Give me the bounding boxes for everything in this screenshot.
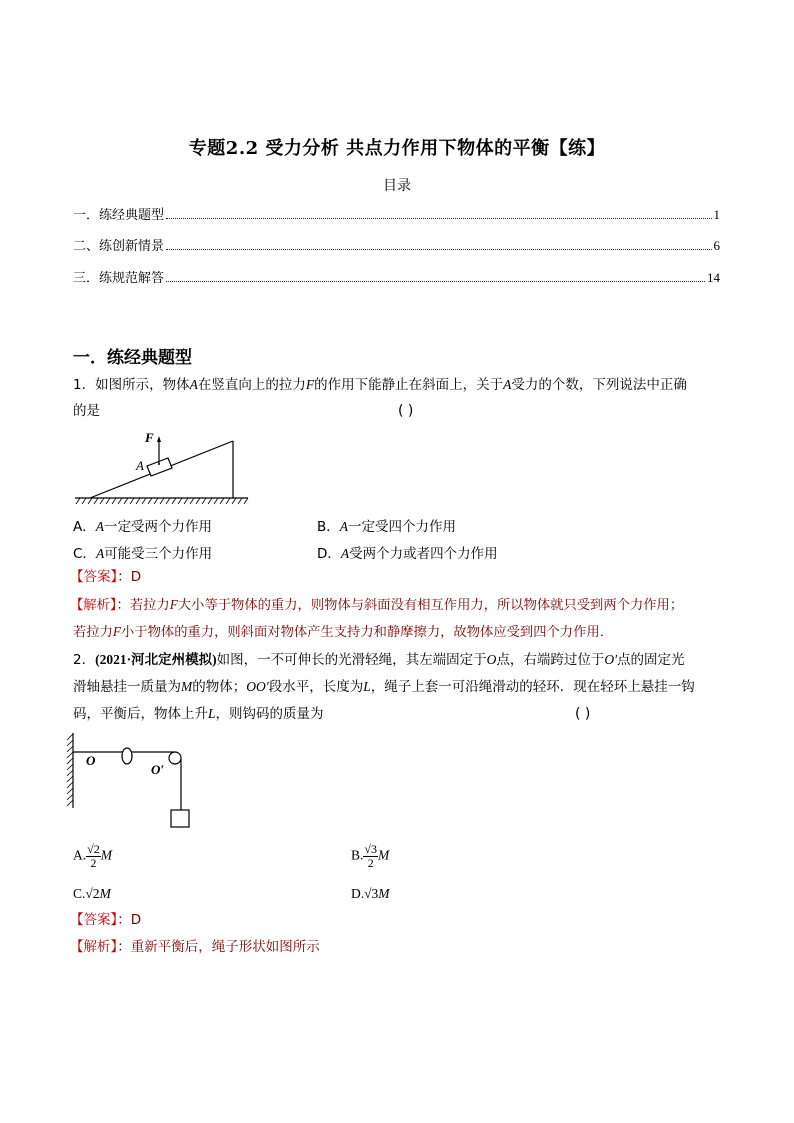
text: 受力的个数，下列说法中正确 xyxy=(511,377,687,393)
text: 点的固定光 xyxy=(617,652,685,668)
toc-heading: 目录 xyxy=(383,178,411,194)
var-F: F xyxy=(112,624,122,639)
text: 若拉力 xyxy=(129,598,170,613)
q1-analysis-line2 xyxy=(73,619,613,646)
q1-option-D[interactable] xyxy=(317,542,498,562)
numerator: √3 xyxy=(364,842,377,856)
toc-item-label: 一．练经典题型 xyxy=(73,208,165,223)
q2-option-C[interactable] xyxy=(73,886,111,902)
denominator: 2 xyxy=(367,856,374,870)
q2-answer-blank: ( ) xyxy=(575,706,591,722)
text: 的物体； xyxy=(192,679,247,695)
label-F: F xyxy=(145,430,154,445)
toc-item-label: 二、练创新情景 xyxy=(73,239,165,254)
option-key: A． xyxy=(73,519,96,535)
q2-analysis xyxy=(70,934,320,960)
var-O-prime: O′ xyxy=(604,652,618,667)
q1-analysis-line1 xyxy=(70,592,683,619)
toc-item-page: 14 xyxy=(707,270,720,285)
option-key: C． xyxy=(73,546,96,562)
q2-text-line3 xyxy=(73,701,324,727)
pulley xyxy=(169,752,181,764)
var-F: F xyxy=(169,597,178,612)
text: 若拉力 xyxy=(73,625,113,640)
answer-label: 【答案】 xyxy=(70,569,118,585)
arrow-head xyxy=(157,436,161,442)
wall-hatch xyxy=(67,734,73,806)
q1-incline-figure xyxy=(70,428,260,508)
option-key: D． xyxy=(317,546,341,562)
toc-leader-dots xyxy=(166,280,705,282)
answer-value: D xyxy=(130,912,142,928)
denominator: 2 xyxy=(90,856,97,870)
fraction xyxy=(86,843,101,870)
text: ，绳子上套一可沿绳滑动的轻环．现在轻环上悬挂一钩 xyxy=(370,679,695,695)
sep: ： xyxy=(116,598,130,613)
text: 点，右端跨过位于 xyxy=(496,652,605,668)
analysis-label: 【解析】 xyxy=(70,598,117,613)
q1-text-line2: 的是 xyxy=(73,403,100,419)
option-key: A. xyxy=(73,847,87,863)
sep: ： xyxy=(117,912,131,928)
toc-item[interactable] xyxy=(73,205,720,223)
toc-item-page: 6 xyxy=(713,238,720,253)
light-ring xyxy=(122,748,132,764)
q1-option-C[interactable] xyxy=(73,542,212,562)
label-O: O xyxy=(86,753,96,768)
text: 1．如图所示，物体 xyxy=(73,377,190,393)
option-key: D. xyxy=(351,886,365,901)
ground-hatch xyxy=(76,498,248,504)
q2-text-line1 xyxy=(73,647,685,673)
q2-text-line2 xyxy=(73,674,695,700)
q1-answer xyxy=(70,564,141,590)
var-M: M xyxy=(377,847,390,863)
toc-leader-dots xyxy=(166,248,711,250)
q2-rope-figure xyxy=(65,728,205,833)
var-M: M xyxy=(378,886,390,901)
toc-item-label: 三．练规范解答 xyxy=(73,271,165,286)
var-A: A xyxy=(95,519,104,534)
option-text: 可能受三个力作用 xyxy=(104,546,213,562)
toc-item[interactable] xyxy=(73,268,720,286)
text: 如图，一不可伸长的光滑轻绳，其左端固定于 xyxy=(216,652,487,668)
text: 大小等于物体的重力，则物体与斜面没有相互作用力，所以物体就只受到两个力作用； xyxy=(177,598,684,613)
label-A: A xyxy=(136,458,144,473)
text: 码，平衡后，物体上升 xyxy=(73,706,208,722)
var-O: O xyxy=(486,652,497,667)
toc-item[interactable] xyxy=(73,236,720,254)
q2-option-A[interactable] xyxy=(73,843,112,870)
var-M: M xyxy=(181,679,193,694)
answer-label: 【答案】 xyxy=(70,912,118,928)
text: 小于物体的重力，则斜面对物体产生支持力和静摩擦力，故物体应受到四个力作用． xyxy=(121,625,613,640)
var-A: A xyxy=(95,546,105,561)
q2-answer xyxy=(70,907,141,933)
analysis-label: 【解析】 xyxy=(70,939,118,955)
question-number: 2． xyxy=(73,652,96,668)
text: 在竖直向上的拉力 xyxy=(197,377,306,393)
q1-option-B[interactable] xyxy=(317,515,456,535)
var-A: A xyxy=(189,377,198,392)
numerator: √2 xyxy=(87,842,100,856)
option-text: 一定受两个力作用 xyxy=(104,519,212,535)
toc-leader-dots xyxy=(166,217,711,219)
var-M: M xyxy=(99,886,111,901)
option-text: 受两个力或者四个力作用 xyxy=(349,546,498,562)
section-heading: 一．练经典题型 xyxy=(73,348,192,368)
label-O-prime: O′ xyxy=(151,762,165,777)
q2-option-D[interactable] xyxy=(351,886,390,902)
text: ，则钩码的质量为 xyxy=(215,706,324,722)
question-source: (2021·河北定州模拟) xyxy=(95,652,217,667)
var-L: L xyxy=(363,679,371,694)
text: 的作用下能静止在斜面上，关于 xyxy=(314,377,504,393)
text: 重新平衡后，绳子形状如图所示 xyxy=(130,939,320,955)
mass-M-block xyxy=(171,810,189,827)
text: 段水平，长度为 xyxy=(268,679,364,695)
option-expr: √2 xyxy=(85,886,100,901)
var-F: F xyxy=(305,377,315,392)
var-A: A xyxy=(340,546,350,561)
answer-value: D xyxy=(130,569,142,585)
option-expr: √3 xyxy=(364,886,379,901)
var-M: M xyxy=(100,847,112,863)
option-text: 一定受四个力作用 xyxy=(348,519,457,535)
option-key: C. xyxy=(73,886,86,901)
option-key: B． xyxy=(317,519,340,535)
var-A: A xyxy=(503,377,512,392)
sep: ： xyxy=(117,569,131,585)
q2-option-B[interactable] xyxy=(351,843,389,870)
toc-item-page: 1 xyxy=(713,207,720,222)
document-title: 专题2.2 受力分析 共点力作用下物体的平衡【练】 xyxy=(188,138,606,159)
text: 滑轴悬挂一质量为 xyxy=(73,679,181,695)
q1-answer-blank: ( ) xyxy=(398,403,414,419)
sep: ： xyxy=(117,939,131,955)
q1-option-A[interactable] xyxy=(73,515,212,535)
q1-text-line1 xyxy=(73,372,687,398)
fraction xyxy=(363,843,378,870)
option-key: B. xyxy=(351,847,364,863)
var-OO-prime: OO′ xyxy=(246,679,269,694)
var-L: L xyxy=(208,706,216,721)
var-A: A xyxy=(339,519,349,534)
